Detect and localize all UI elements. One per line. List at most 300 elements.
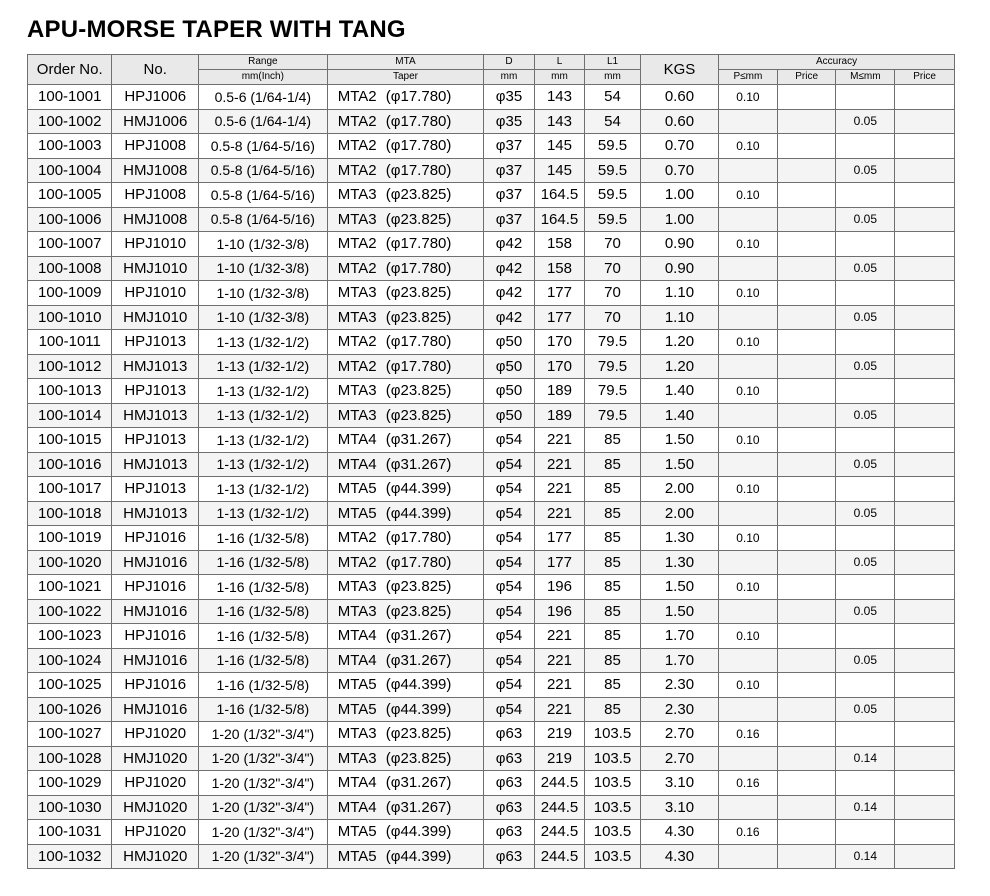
- l1-cell: 85: [585, 501, 641, 526]
- m-accuracy-cell: [836, 722, 895, 747]
- price-m-cell: [895, 795, 955, 820]
- p-accuracy-cell: 0.10: [719, 281, 778, 306]
- p-accuracy-cell: [719, 648, 778, 673]
- l-cell: 221: [534, 428, 584, 453]
- l-cell: 164.5: [534, 207, 584, 232]
- table-row: [28, 354, 955, 379]
- kgs-cell: 3.10: [640, 795, 718, 820]
- m-accuracy-cell: 0.05: [836, 697, 895, 722]
- l1-cell: 103.5: [585, 820, 641, 845]
- mta-cell: MTA2 (φ17.780): [327, 550, 484, 575]
- l-cell: 143: [534, 85, 584, 110]
- price-m-cell: [895, 403, 955, 428]
- order-no-cell: 100-1002: [28, 109, 112, 134]
- mta-cell: MTA3 (φ23.825): [327, 305, 484, 330]
- m-accuracy-cell: 0.05: [836, 648, 895, 673]
- d-cell: φ37: [484, 207, 534, 232]
- header-p-accuracy: P≤mm: [719, 70, 778, 85]
- m-accuracy-cell: 0.05: [836, 550, 895, 575]
- price-m-cell: [895, 697, 955, 722]
- spec-table: [27, 54, 955, 869]
- l1-cell: 85: [585, 477, 641, 502]
- price-m-cell: [895, 452, 955, 477]
- order-no-cell: 100-1020: [28, 550, 112, 575]
- kgs-cell: 3.10: [640, 771, 718, 796]
- l-cell: 196: [534, 599, 584, 624]
- mta-cell: MTA4 (φ31.267): [327, 624, 484, 649]
- l1-cell: 85: [585, 648, 641, 673]
- price-p-cell: [777, 183, 836, 208]
- order-no-cell: 100-1024: [28, 648, 112, 673]
- l1-cell: 54: [585, 85, 641, 110]
- p-accuracy-cell: 0.10: [719, 379, 778, 404]
- price-m-cell: [895, 820, 955, 845]
- mta-cell: MTA3 (φ23.825): [327, 281, 484, 306]
- part-no-cell: HMJ1013: [112, 501, 199, 526]
- price-m-cell: [895, 379, 955, 404]
- mta-cell: MTA2 (φ17.780): [327, 232, 484, 257]
- p-accuracy-cell: [719, 844, 778, 869]
- range-cell: 0.5-8 (1/64-5/16): [198, 183, 327, 208]
- d-cell: φ42: [484, 232, 534, 257]
- d-cell: φ37: [484, 158, 534, 183]
- kgs-cell: 0.90: [640, 232, 718, 257]
- d-cell: φ54: [484, 697, 534, 722]
- order-no-cell: 100-1025: [28, 673, 112, 698]
- price-p-cell: [777, 746, 836, 771]
- order-no-cell: 100-1005: [28, 183, 112, 208]
- l-cell: 170: [534, 354, 584, 379]
- part-no-cell: HPJ1013: [112, 330, 199, 355]
- order-no-cell: 100-1028: [28, 746, 112, 771]
- range-cell: 0.5-8 (1/64-5/16): [198, 134, 327, 159]
- price-p-cell: [777, 501, 836, 526]
- mta-cell: MTA3 (φ23.825): [327, 722, 484, 747]
- price-m-cell: [895, 648, 955, 673]
- m-accuracy-cell: [836, 526, 895, 551]
- part-no-cell: HMJ1020: [112, 746, 199, 771]
- range-cell: 0.5-6 (1/64-1/4): [198, 109, 327, 134]
- price-m-cell: [895, 256, 955, 281]
- range-cell: 1-16 (1/32-5/8): [198, 526, 327, 551]
- range-cell: 1-13 (1/32-1/2): [198, 403, 327, 428]
- table-row: [28, 746, 955, 771]
- l1-cell: 85: [585, 624, 641, 649]
- d-cell: φ54: [484, 501, 534, 526]
- kgs-cell: 2.30: [640, 697, 718, 722]
- range-cell: 1-20 (1/32"-3/4"): [198, 771, 327, 796]
- mta-cell: MTA4 (φ31.267): [327, 795, 484, 820]
- kgs-cell: 4.30: [640, 844, 718, 869]
- l1-cell: 85: [585, 673, 641, 698]
- m-accuracy-cell: [836, 428, 895, 453]
- price-m-cell: [895, 624, 955, 649]
- kgs-cell: 1.00: [640, 183, 718, 208]
- l1-cell: 79.5: [585, 403, 641, 428]
- l-cell: 189: [534, 379, 584, 404]
- m-accuracy-cell: [836, 624, 895, 649]
- p-accuracy-cell: 0.10: [719, 134, 778, 159]
- table-row: [28, 771, 955, 796]
- d-cell: φ63: [484, 722, 534, 747]
- order-no-cell: 100-1027: [28, 722, 112, 747]
- range-cell: 0.5-8 (1/64-5/16): [198, 158, 327, 183]
- m-accuracy-cell: [836, 820, 895, 845]
- kgs-cell: 1.00: [640, 207, 718, 232]
- p-accuracy-cell: [719, 207, 778, 232]
- range-cell: 1-16 (1/32-5/8): [198, 624, 327, 649]
- part-no-cell: HMJ1020: [112, 795, 199, 820]
- l1-cell: 85: [585, 550, 641, 575]
- table-row: [28, 526, 955, 551]
- header-l: L: [534, 55, 584, 70]
- price-m-cell: [895, 354, 955, 379]
- price-p-cell: [777, 330, 836, 355]
- l1-cell: 85: [585, 575, 641, 600]
- p-accuracy-cell: 0.16: [719, 722, 778, 747]
- range-cell: 1-13 (1/32-1/2): [198, 452, 327, 477]
- mta-cell: MTA4 (φ31.267): [327, 771, 484, 796]
- m-accuracy-cell: [836, 575, 895, 600]
- kgs-cell: 1.20: [640, 354, 718, 379]
- mta-cell: MTA3 (φ23.825): [327, 403, 484, 428]
- mta-cell: MTA2 (φ17.780): [327, 330, 484, 355]
- range-cell: 1-16 (1/32-5/8): [198, 697, 327, 722]
- header-l1: L1: [585, 55, 641, 70]
- order-no-cell: 100-1018: [28, 501, 112, 526]
- range-cell: 1-16 (1/32-5/8): [198, 599, 327, 624]
- l1-cell: 59.5: [585, 183, 641, 208]
- m-accuracy-cell: 0.05: [836, 305, 895, 330]
- mta-cell: MTA2 (φ17.780): [327, 354, 484, 379]
- d-cell: φ42: [484, 256, 534, 281]
- l-cell: 244.5: [534, 795, 584, 820]
- header-accuracy: Accuracy: [719, 55, 955, 70]
- table-row: [28, 844, 955, 869]
- p-accuracy-cell: [719, 158, 778, 183]
- l1-cell: 85: [585, 452, 641, 477]
- d-cell: φ54: [484, 428, 534, 453]
- l-cell: 177: [534, 281, 584, 306]
- mta-cell: MTA5 (φ44.399): [327, 501, 484, 526]
- m-accuracy-cell: 0.05: [836, 109, 895, 134]
- price-p-cell: [777, 256, 836, 281]
- p-accuracy-cell: 0.10: [719, 477, 778, 502]
- range-cell: 1-20 (1/32"-3/4"): [198, 746, 327, 771]
- price-p-cell: [777, 232, 836, 257]
- l-cell: 177: [534, 305, 584, 330]
- mta-cell: MTA3 (φ23.825): [327, 379, 484, 404]
- table-row: [28, 158, 955, 183]
- range-cell: 0.5-6 (1/64-1/4): [198, 85, 327, 110]
- price-m-cell: [895, 722, 955, 747]
- part-no-cell: HPJ1013: [112, 428, 199, 453]
- header-l1-unit: mm: [585, 70, 641, 85]
- table-row: [28, 207, 955, 232]
- order-no-cell: 100-1017: [28, 477, 112, 502]
- header-range-unit: mm(Inch): [198, 70, 327, 85]
- price-m-cell: [895, 673, 955, 698]
- price-p-cell: [777, 575, 836, 600]
- m-accuracy-cell: [836, 771, 895, 796]
- price-p-cell: [777, 648, 836, 673]
- range-cell: 1-13 (1/32-1/2): [198, 379, 327, 404]
- price-p-cell: [777, 134, 836, 159]
- p-accuracy-cell: [719, 305, 778, 330]
- order-no-cell: 100-1014: [28, 403, 112, 428]
- l1-cell: 70: [585, 281, 641, 306]
- kgs-cell: 1.20: [640, 330, 718, 355]
- m-accuracy-cell: [836, 134, 895, 159]
- l1-cell: 85: [585, 428, 641, 453]
- p-accuracy-cell: [719, 697, 778, 722]
- range-cell: 1-13 (1/32-1/2): [198, 477, 327, 502]
- range-cell: 1-13 (1/32-1/2): [198, 330, 327, 355]
- order-no-cell: 100-1011: [28, 330, 112, 355]
- l1-cell: 59.5: [585, 134, 641, 159]
- part-no-cell: HPJ1016: [112, 624, 199, 649]
- part-no-cell: HMJ1013: [112, 354, 199, 379]
- d-cell: φ54: [484, 673, 534, 698]
- table-row: [28, 820, 955, 845]
- p-accuracy-cell: [719, 599, 778, 624]
- d-cell: φ54: [484, 599, 534, 624]
- price-p-cell: [777, 550, 836, 575]
- l1-cell: 70: [585, 232, 641, 257]
- m-accuracy-cell: [836, 477, 895, 502]
- l1-cell: 79.5: [585, 330, 641, 355]
- header-l-unit: mm: [534, 70, 584, 85]
- range-cell: 1-10 (1/32-3/8): [198, 281, 327, 306]
- range-cell: 1-20 (1/32"-3/4"): [198, 722, 327, 747]
- l1-cell: 103.5: [585, 795, 641, 820]
- l1-cell: 79.5: [585, 354, 641, 379]
- price-m-cell: [895, 109, 955, 134]
- l-cell: 158: [534, 232, 584, 257]
- price-p-cell: [777, 452, 836, 477]
- price-p-cell: [777, 281, 836, 306]
- table-row: [28, 232, 955, 257]
- m-accuracy-cell: [836, 85, 895, 110]
- price-p-cell: [777, 844, 836, 869]
- part-no-cell: HPJ1020: [112, 722, 199, 747]
- order-no-cell: 100-1031: [28, 820, 112, 845]
- header-mta: MTA: [327, 55, 484, 70]
- p-accuracy-cell: 0.10: [719, 85, 778, 110]
- table-row: [28, 648, 955, 673]
- l-cell: 221: [534, 452, 584, 477]
- price-m-cell: [895, 207, 955, 232]
- order-no-cell: 100-1001: [28, 85, 112, 110]
- kgs-cell: 4.30: [640, 820, 718, 845]
- table-row: [28, 281, 955, 306]
- mta-cell: MTA3 (φ23.825): [327, 575, 484, 600]
- range-cell: 1-13 (1/32-1/2): [198, 428, 327, 453]
- d-cell: φ54: [484, 648, 534, 673]
- l1-cell: 70: [585, 256, 641, 281]
- p-accuracy-cell: 0.16: [719, 820, 778, 845]
- kgs-cell: 1.70: [640, 624, 718, 649]
- order-no-cell: 100-1006: [28, 207, 112, 232]
- price-p-cell: [777, 722, 836, 747]
- mta-cell: MTA2 (φ17.780): [327, 158, 484, 183]
- l1-cell: 54: [585, 109, 641, 134]
- kgs-cell: 1.50: [640, 575, 718, 600]
- p-accuracy-cell: [719, 452, 778, 477]
- d-cell: φ63: [484, 746, 534, 771]
- part-no-cell: HPJ1013: [112, 379, 199, 404]
- d-cell: φ54: [484, 477, 534, 502]
- mta-cell: MTA3 (φ23.825): [327, 746, 484, 771]
- l1-cell: 79.5: [585, 379, 641, 404]
- l-cell: 221: [534, 624, 584, 649]
- part-no-cell: HMJ1006: [112, 109, 199, 134]
- p-accuracy-cell: 0.10: [719, 232, 778, 257]
- part-no-cell: HPJ1016: [112, 673, 199, 698]
- price-p-cell: [777, 624, 836, 649]
- order-no-cell: 100-1023: [28, 624, 112, 649]
- part-no-cell: HMJ1016: [112, 648, 199, 673]
- price-m-cell: [895, 526, 955, 551]
- m-accuracy-cell: 0.05: [836, 207, 895, 232]
- d-cell: φ42: [484, 305, 534, 330]
- price-m-cell: [895, 85, 955, 110]
- l-cell: 221: [534, 477, 584, 502]
- l1-cell: 103.5: [585, 746, 641, 771]
- kgs-cell: 0.60: [640, 85, 718, 110]
- price-m-cell: [895, 330, 955, 355]
- mta-cell: MTA4 (φ31.267): [327, 648, 484, 673]
- table-row: [28, 599, 955, 624]
- table-row: [28, 379, 955, 404]
- part-no-cell: HPJ1016: [112, 575, 199, 600]
- kgs-cell: 0.60: [640, 109, 718, 134]
- m-accuracy-cell: [836, 281, 895, 306]
- d-cell: φ35: [484, 109, 534, 134]
- table-row: [28, 575, 955, 600]
- m-accuracy-cell: [836, 330, 895, 355]
- table-row: [28, 795, 955, 820]
- price-p-cell: [777, 354, 836, 379]
- mta-cell: MTA2 (φ17.780): [327, 526, 484, 551]
- table-row: [28, 452, 955, 477]
- price-m-cell: [895, 281, 955, 306]
- d-cell: φ63: [484, 820, 534, 845]
- header-d: D: [484, 55, 534, 70]
- l-cell: 219: [534, 746, 584, 771]
- m-accuracy-cell: [836, 232, 895, 257]
- mta-cell: MTA2 (φ17.780): [327, 85, 484, 110]
- l1-cell: 85: [585, 697, 641, 722]
- range-cell: 1-20 (1/32"-3/4"): [198, 795, 327, 820]
- mta-cell: MTA5 (φ44.399): [327, 697, 484, 722]
- d-cell: φ54: [484, 575, 534, 600]
- price-m-cell: [895, 575, 955, 600]
- order-no-cell: 100-1032: [28, 844, 112, 869]
- price-m-cell: [895, 477, 955, 502]
- m-accuracy-cell: [836, 183, 895, 208]
- price-p-cell: [777, 771, 836, 796]
- mta-cell: MTA3 (φ23.825): [327, 183, 484, 208]
- d-cell: φ54: [484, 526, 534, 551]
- p-accuracy-cell: [719, 403, 778, 428]
- price-m-cell: [895, 232, 955, 257]
- price-p-cell: [777, 85, 836, 110]
- part-no-cell: HMJ1008: [112, 207, 199, 232]
- l-cell: 189: [534, 403, 584, 428]
- part-no-cell: HPJ1008: [112, 183, 199, 208]
- kgs-cell: 1.40: [640, 379, 718, 404]
- m-accuracy-cell: 0.14: [836, 844, 895, 869]
- kgs-cell: 2.00: [640, 501, 718, 526]
- table-row: [28, 109, 955, 134]
- header-order-no: Order No.: [28, 55, 112, 85]
- d-cell: φ50: [484, 379, 534, 404]
- order-no-cell: 100-1030: [28, 795, 112, 820]
- header-price-p: Price: [777, 70, 836, 85]
- price-m-cell: [895, 771, 955, 796]
- range-cell: 1-10 (1/32-3/8): [198, 232, 327, 257]
- kgs-cell: 0.90: [640, 256, 718, 281]
- table-row: [28, 403, 955, 428]
- l-cell: 244.5: [534, 844, 584, 869]
- d-cell: φ35: [484, 85, 534, 110]
- header-kgs: KGS: [640, 55, 718, 85]
- price-p-cell: [777, 158, 836, 183]
- header-price-m: Price: [895, 70, 955, 85]
- l-cell: 244.5: [534, 820, 584, 845]
- kgs-cell: 1.50: [640, 452, 718, 477]
- l-cell: 164.5: [534, 183, 584, 208]
- l-cell: 170: [534, 330, 584, 355]
- m-accuracy-cell: 0.14: [836, 795, 895, 820]
- l1-cell: 70: [585, 305, 641, 330]
- d-cell: φ42: [484, 281, 534, 306]
- table-row: [28, 134, 955, 159]
- price-p-cell: [777, 820, 836, 845]
- order-no-cell: 100-1021: [28, 575, 112, 600]
- kgs-cell: 2.00: [640, 477, 718, 502]
- l-cell: 177: [534, 550, 584, 575]
- range-cell: 1-20 (1/32"-3/4"): [198, 820, 327, 845]
- table-row: [28, 550, 955, 575]
- d-cell: φ37: [484, 183, 534, 208]
- table-row: [28, 477, 955, 502]
- table-row: [28, 624, 955, 649]
- price-m-cell: [895, 550, 955, 575]
- price-m-cell: [895, 183, 955, 208]
- p-accuracy-cell: [719, 354, 778, 379]
- order-no-cell: 100-1008: [28, 256, 112, 281]
- range-cell: 1-16 (1/32-5/8): [198, 550, 327, 575]
- l1-cell: 85: [585, 599, 641, 624]
- d-cell: φ50: [484, 354, 534, 379]
- kgs-cell: 2.70: [640, 722, 718, 747]
- header-no: No.: [112, 55, 199, 85]
- mta-cell: MTA4 (φ31.267): [327, 428, 484, 453]
- order-no-cell: 100-1003: [28, 134, 112, 159]
- range-cell: 1-16 (1/32-5/8): [198, 673, 327, 698]
- table-row: [28, 428, 955, 453]
- mta-cell: MTA5 (φ44.399): [327, 820, 484, 845]
- kgs-cell: 1.50: [640, 599, 718, 624]
- part-no-cell: HMJ1016: [112, 697, 199, 722]
- kgs-cell: 2.70: [640, 746, 718, 771]
- m-accuracy-cell: 0.05: [836, 158, 895, 183]
- order-no-cell: 100-1022: [28, 599, 112, 624]
- range-cell: 1-10 (1/32-3/8): [198, 256, 327, 281]
- l-cell: 219: [534, 722, 584, 747]
